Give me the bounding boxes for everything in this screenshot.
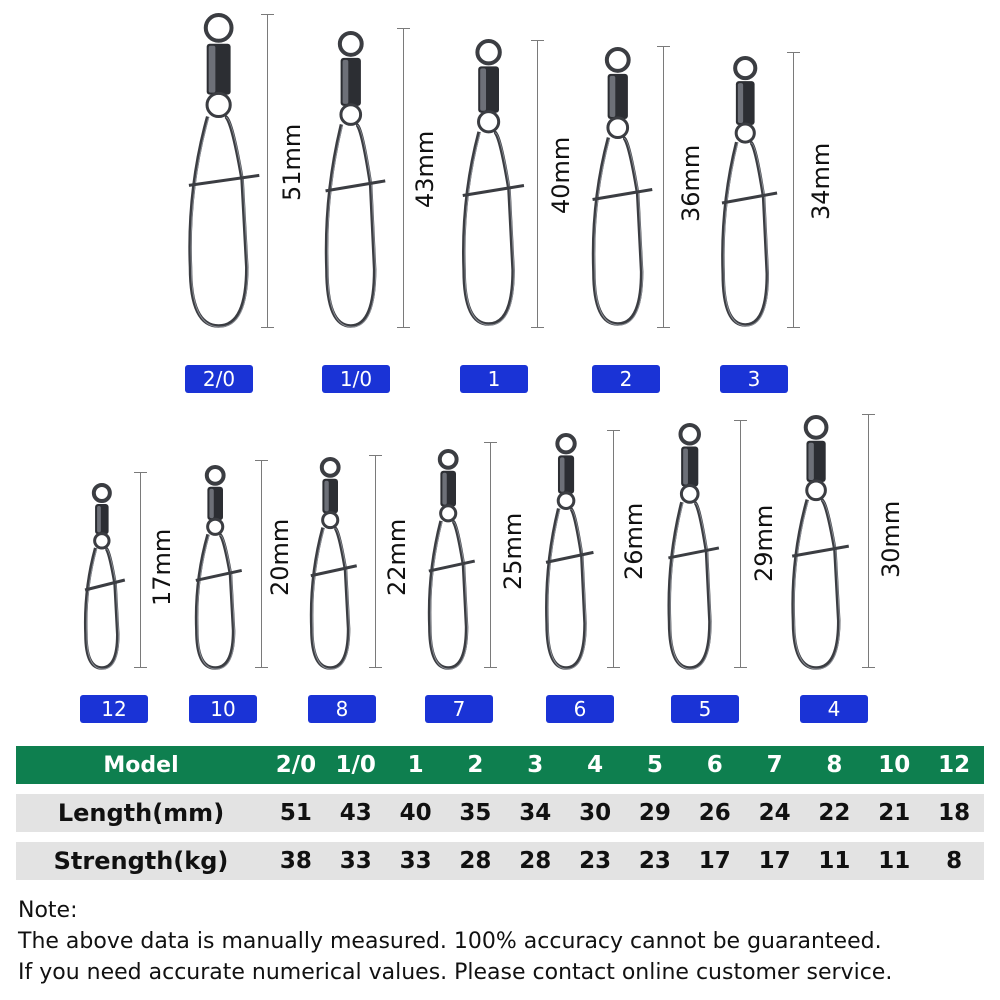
length-label: 34mm [807, 142, 835, 220]
table-cell: 2 [467, 752, 484, 778]
model-badge: 1 [460, 365, 528, 393]
note-line-1: The above data is manually measured. 100% accuracy cannot be guaranteed. [18, 929, 882, 954]
length-label: 43mm [411, 130, 439, 208]
model-badge: 3 [720, 365, 788, 393]
swivel-image [540, 432, 602, 672]
length-label: 26mm [620, 502, 648, 580]
swivel-image [180, 12, 272, 330]
swivel-drawing [423, 448, 483, 672]
swivel-drawing [785, 414, 859, 672]
swivel-image [585, 46, 663, 328]
swivel-image [318, 30, 396, 330]
table-cell: 28 [459, 848, 492, 874]
swivel-image [715, 55, 787, 329]
length-label: 51mm [278, 123, 306, 201]
strength-cells [266, 842, 984, 880]
table-cell: 21 [878, 800, 911, 826]
table-cell: 8 [826, 752, 843, 778]
table-cell: 24 [758, 800, 791, 826]
swivel-image [423, 448, 483, 672]
table-cell: 28 [519, 848, 552, 874]
table-cell: 33 [399, 848, 432, 874]
table-cell: 26 [698, 800, 731, 826]
table-header-row [16, 746, 984, 784]
table-cell: 10 [878, 752, 911, 778]
model-badge: 10 [189, 695, 257, 723]
strength-row [16, 842, 984, 880]
table-cell: 35 [459, 800, 492, 826]
note-line-2: If you need accurate numerical values. Please contact online customer service. [18, 960, 893, 985]
swivel-drawing [662, 422, 728, 672]
swivel-image [190, 464, 250, 672]
length-label: 40mm [547, 136, 575, 214]
swivel-drawing [180, 12, 272, 330]
table-cell: 1 [407, 752, 424, 778]
length-label: 22mm [383, 518, 411, 596]
model-badge: 8 [308, 695, 376, 723]
swivel-drawing [585, 46, 663, 328]
table-cell: 38 [279, 848, 312, 874]
table-cell: 43 [339, 800, 372, 826]
length-label: 30mm [877, 500, 905, 578]
note-title: Note: [18, 898, 78, 923]
length-label: 20mm [266, 518, 294, 596]
length-label: 25mm [499, 512, 527, 590]
table-cell: 3 [527, 752, 544, 778]
table-cell: 17 [758, 848, 791, 874]
swivel-drawing [318, 30, 396, 330]
table-cell: 12 [938, 752, 971, 778]
table-cell: 17 [698, 848, 731, 874]
table-cell: 1/0 [335, 752, 376, 778]
model-badge: 12 [80, 695, 148, 723]
model-badge: 2/0 [185, 365, 253, 393]
model-header: Model [103, 752, 179, 778]
model-badge: 2 [592, 365, 660, 393]
model-badge: 4 [800, 695, 868, 723]
length-row [16, 794, 984, 832]
table-cell: 22 [818, 800, 851, 826]
table-cell: 51 [279, 800, 312, 826]
length-cells [266, 794, 984, 832]
swivel-image [455, 38, 535, 328]
model-cells [266, 746, 984, 784]
model-badge: 1/0 [322, 365, 390, 393]
model-badge: 7 [425, 695, 493, 723]
model-badge: 5 [671, 695, 739, 723]
table-cell: 40 [399, 800, 432, 826]
table-cell: 7 [766, 752, 783, 778]
swivel-image [305, 456, 365, 672]
swivel-drawing [80, 482, 132, 672]
length-header: Length(mm) [57, 799, 225, 827]
table-cell: 8 [946, 848, 963, 874]
swivel-drawing [715, 55, 787, 329]
model-badge: 6 [546, 695, 614, 723]
length-label: 17mm [148, 528, 176, 606]
table-cell: 29 [638, 800, 671, 826]
swivel-drawing [455, 38, 535, 328]
swivel-image [785, 414, 859, 672]
swivel-image [80, 482, 132, 672]
strength-header: Strength(kg) [53, 847, 229, 875]
swivel-drawing [540, 432, 602, 672]
table-cell: 11 [818, 848, 851, 874]
length-label: 36mm [677, 144, 705, 222]
table-cell: 11 [878, 848, 911, 874]
table-cell: 2/0 [275, 752, 317, 778]
swivel-drawing [305, 456, 365, 672]
table-cell: 30 [579, 800, 612, 826]
table-cell: 34 [519, 800, 552, 826]
length-label: 29mm [750, 504, 778, 582]
table-cell: 33 [339, 848, 372, 874]
swivel-drawing [190, 464, 250, 672]
table-cell: 23 [638, 848, 671, 874]
table-cell: 18 [938, 800, 971, 826]
table-cell: 5 [646, 752, 663, 778]
table-cell: 6 [706, 752, 723, 778]
table-cell: 23 [579, 848, 612, 874]
swivel-image [662, 422, 728, 672]
table-cell: 4 [587, 752, 604, 778]
